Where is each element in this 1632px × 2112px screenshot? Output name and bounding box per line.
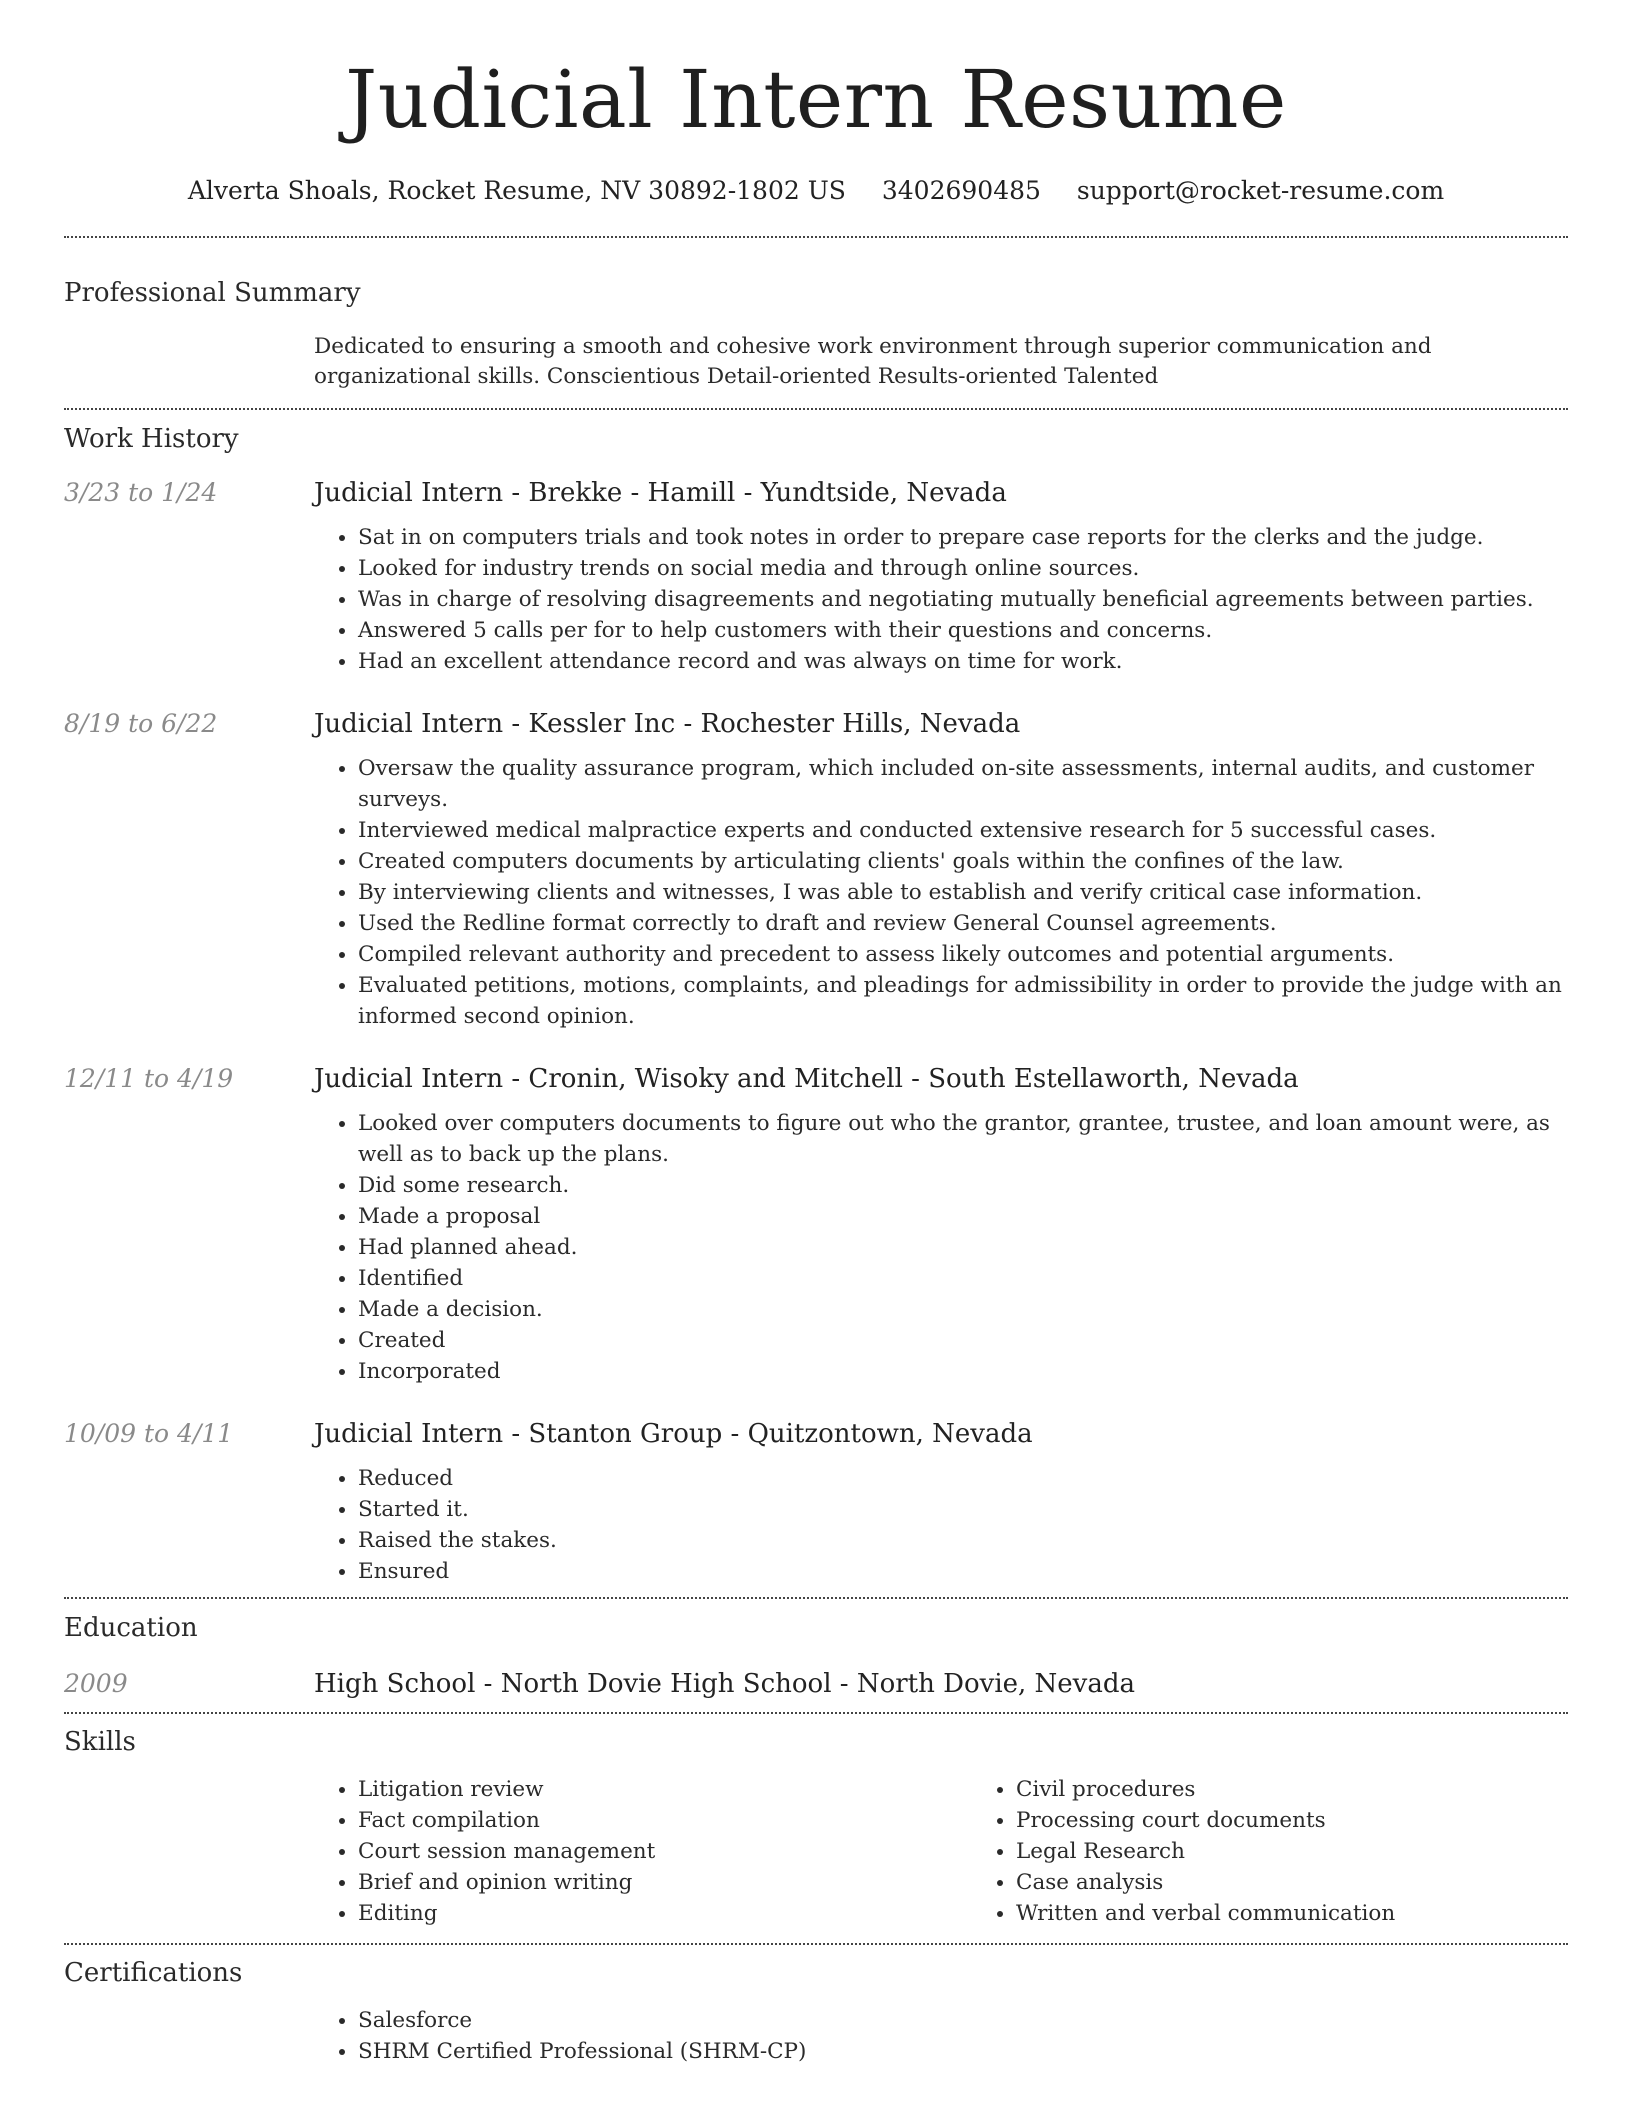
skill-item: • Fact compilation <box>358 1805 972 1836</box>
skill-item: • Case analysis <box>1016 1867 1630 1898</box>
job-bullet: • Reduced <box>358 1463 1568 1494</box>
work-history-section <box>64 410 1568 1587</box>
contact-address: Alverta Shoals, Rocket Resume, NV 30892-1802 US <box>187 176 846 205</box>
job-entry <box>64 476 1568 677</box>
contact-email[interactable]: support@rocket-resume.com <box>1076 176 1445 205</box>
job-title: Judicial Intern - Stanton Group - Quitzontown, Nevada <box>314 1419 1033 1449</box>
skill-item: • Processing court documents <box>1016 1805 1630 1836</box>
job-dates: 12/11 to 4/19 <box>64 1064 234 1093</box>
job-bullet: • Created <box>358 1325 1568 1356</box>
certification-item: • Salesforce <box>358 2005 1568 2036</box>
job-entry <box>64 707 1568 1032</box>
education-year: 2009 <box>64 1669 128 1698</box>
section-heading-education: Education <box>64 1613 198 1643</box>
job-title: Judicial Intern - Cronin, Wisoky and Mitchell - South Estellaworth, Nevada <box>314 1064 1299 1094</box>
job-bullet: • Created computers documents by articulating clients' goals within the confines of the law. <box>358 846 1568 877</box>
job-bullet: • Looked over computers documents to figure out who the grantor, grantee, trustee, and loan amount were, as well as to back up the plans. <box>358 1108 1568 1170</box>
skill-item: • Court session management <box>358 1836 972 1867</box>
job-bullet: • Made a decision. <box>358 1294 1568 1325</box>
job-bullet: • Interviewed medical malpractice experts and conducted extensive research for 5 successful cases. <box>358 815 1568 846</box>
job-bullet: • Answered 5 calls per for to help customers with their questions and concerns. <box>358 615 1568 646</box>
skills-spacer <box>64 1774 314 1929</box>
skills-list-left <box>314 1774 972 1929</box>
skill-item: • Editing <box>358 1898 972 1929</box>
section-heading-skills: Skills <box>64 1727 136 1757</box>
certification-item: • SHRM Certified Professional (SHRM-CP) <box>358 2036 1568 2067</box>
certifications-spacer <box>64 2005 314 2067</box>
summary-section <box>64 238 1568 392</box>
skill-item: • Brief and opinion writing <box>358 1867 972 1898</box>
job-bullets <box>314 753 1568 1032</box>
section-heading-summary: Professional Summary <box>64 278 361 308</box>
skill-item: • Civil procedures <box>1016 1774 1630 1805</box>
job-bullet: • Looked for industry trends on social media and through online sources. <box>358 553 1568 584</box>
job-list <box>64 476 1568 1587</box>
job-bullets <box>314 1463 1568 1587</box>
job-bullet: • Raised the stakes. <box>358 1525 1568 1556</box>
job-title: Judicial Intern - Kessler Inc - Rochester Hills, Nevada <box>314 709 1021 739</box>
job-bullet: • Compiled relevant authority and precedent to assess likely outcomes and potential arguments. <box>358 939 1568 970</box>
job-bullets <box>314 1108 1568 1387</box>
job-entry <box>64 1417 1568 1587</box>
job-bullet: • Started it. <box>358 1494 1568 1525</box>
contact-phone: 3402690485 <box>881 176 1041 205</box>
resume-title: Judicial Intern Resume <box>345 53 1287 146</box>
job-bullet: • Sat in on computers trials and took notes in order to prepare case reports for the clerks and the judge. <box>358 522 1568 553</box>
education-section <box>64 1599 1568 1701</box>
job-bullet: • Made a proposal <box>358 1201 1568 1232</box>
certifications-list <box>314 2005 1568 2067</box>
skills-list-right <box>972 1774 1630 1929</box>
summary-text: Dedicated to ensuring a smooth and cohesive work environment through superior communication and organizational skills. Conscientious Detail-oriented Results-oriented Talented <box>314 334 1432 389</box>
job-bullet: • Did some research. <box>358 1170 1568 1201</box>
section-heading-work: Work History <box>64 424 239 454</box>
job-bullet: • By interviewing clients and witnesses, I was able to establish and verify critical case information. <box>358 877 1568 908</box>
job-dates: 3/23 to 1/24 <box>64 478 218 507</box>
job-bullet: • Ensured <box>358 1556 1568 1587</box>
job-bullet: • Had an excellent attendance record and was always on time for work. <box>358 646 1568 677</box>
job-entry <box>64 1062 1568 1387</box>
job-bullet: • Had planned ahead. <box>358 1232 1568 1263</box>
contact-line <box>64 174 1568 208</box>
job-bullet: • Incorporated <box>358 1356 1568 1387</box>
job-bullet: • Used the Redline format correctly to draft and review General Counsel agreements. <box>358 908 1568 939</box>
job-bullet: • Identified <box>358 1263 1568 1294</box>
skill-item: • Written and verbal communication <box>1016 1898 1630 1929</box>
education-entry: High School - North Dovie High School - North Dovie, Nevada <box>314 1669 1136 1699</box>
job-bullets <box>314 522 1568 677</box>
job-dates: 8/19 to 6/22 <box>64 709 218 738</box>
section-heading-certifications: Certifications <box>64 1958 243 1988</box>
skill-item: • Legal Research <box>1016 1836 1630 1867</box>
skill-item: • Litigation review <box>358 1774 972 1805</box>
skills-section <box>64 1714 1568 1929</box>
job-bullet: • Was in charge of resolving disagreements and negotiating mutually beneficial agreements between parties. <box>358 584 1568 615</box>
job-bullet: • Oversaw the quality assurance program, which included on-site assessments, internal audits, and customer surveys. <box>358 753 1568 815</box>
summary-spacer <box>64 332 314 392</box>
job-bullet: • Evaluated petitions, motions, complaints, and pleadings for admissibility in order to provide the judge with an informed second opinion. <box>358 970 1568 1032</box>
certifications-section <box>64 1945 1568 2067</box>
job-title: Judicial Intern - Brekke - Hamill - Yundtside, Nevada <box>314 478 1007 508</box>
job-dates: 10/09 to 4/11 <box>64 1419 234 1448</box>
